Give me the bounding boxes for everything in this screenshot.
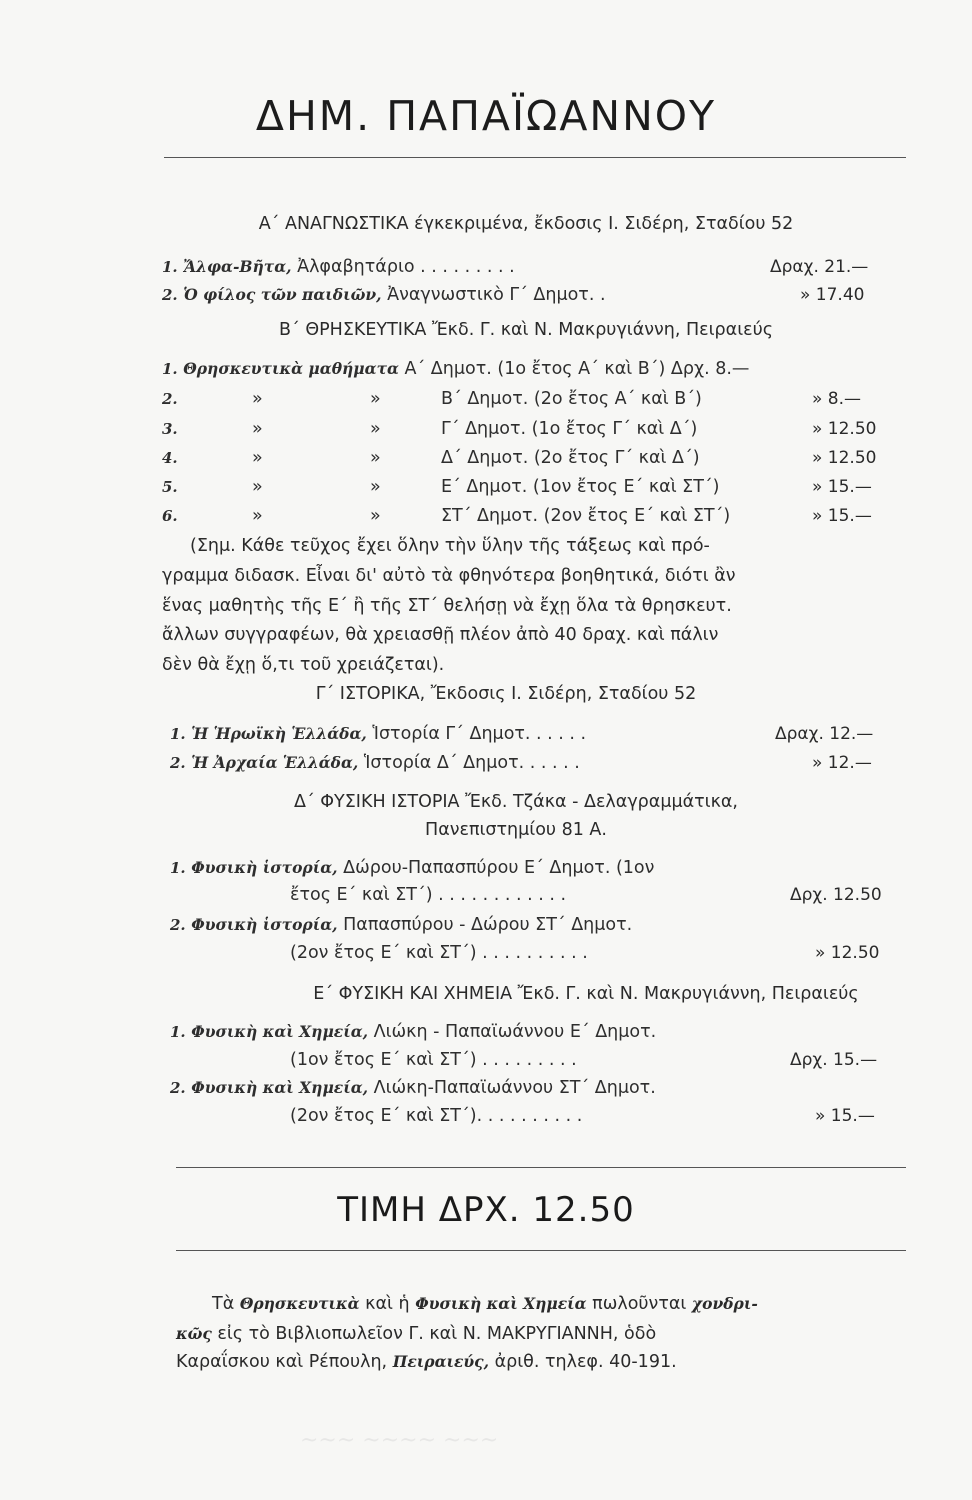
note-line: (Σημ. Κάθε τεῦχος ἔχει ὅλην τὴν ὕλην τῆς τάξεως καὶ πρό- — [190, 536, 710, 556]
section-b-heading: Β΄ ΘΡΗΣΚΕΥΤΙΚΑ Ἔκδ. Γ. καὶ Ν. Μακρυγιάννη, Πειραιεύς — [279, 320, 773, 340]
section-a-heading: Α΄ ΑΝΑΓΝΩΣΤΙΚΑ έγκεκριμένα, ἔκδοσις Ι. Σιδέρη, Σταδίου 52 — [258, 214, 794, 234]
list-item: 2. — [162, 390, 178, 408]
footer-line: Καραΐσκου καὶ Ρέπουλη, Πειραιεύς, ἀριθ. τηλεφ. 40-191. — [176, 1352, 677, 1372]
list-item: 1. Θρησκευτικὰ μαθήματα Α΄ Δημοτ. (1ο ἔτος Α΄ καὶ Β΄) Δρχ. 8.— — [162, 359, 750, 379]
ditto: » — [252, 419, 263, 439]
item-text: ΣΤ΄ Δημοτ. (2ον ἔτος Ε΄ καὶ ΣΤ΄) — [441, 506, 731, 526]
list-item: 1. Φυσικὴ καὶ Χημεία, Λιώκη - Παπαϊωάννου Ε΄ Δημοτ. — [170, 1022, 657, 1042]
ditto: » — [370, 506, 381, 526]
price: » 15.— — [812, 506, 872, 526]
section-d-heading: Δ΄ ΦΥΣΙΚΗ ΙΣΤΟΡΙΑ Ἔκδ. Τζάκα - Δελαγραμμάτικα, — [294, 792, 738, 812]
list-item: 1. Ἄλφα-Βῆτα, Ἀλφαβητάριο . . . . . . . . . — [162, 257, 515, 277]
list-item: 5. — [162, 478, 178, 496]
price-rule-top — [176, 1167, 906, 1168]
list-item: 2. Ἡ Ἀρχαία Ἑλλάδα, Ἱστορία Δ΄ Δημοτ. . . . . . — [170, 753, 580, 773]
price: » 12.50 — [812, 448, 877, 468]
list-item: 2. Φυσικὴ ἱστορία, Παπασπύρου - Δώρου ΣΤ΄ Δημοτ. — [170, 915, 633, 935]
list-item: 4. — [162, 449, 178, 467]
price: Δραχ. 12.— — [775, 724, 874, 744]
price-rule-bottom — [176, 1250, 906, 1251]
note-line: γραμμα διδασκ. Εἶναι δι' αὐτὸ τὰ φθηνότερα βοηθητικά, διότι ἂν — [162, 566, 736, 586]
item-text: Ε΄ Δημοτ. (1ον ἔτος Ε΄ καὶ ΣΤ΄) — [441, 477, 720, 497]
price: » 12.50 — [815, 943, 880, 963]
item-text: Δ΄ Δημοτ. (2ο ἔτος Γ΄ καὶ Δ΄) — [441, 448, 700, 468]
price: » 12.— — [812, 753, 872, 773]
price: » 8.— — [812, 389, 862, 409]
section-d-subheading: Πανεπιστημίου 81 Α. — [425, 820, 607, 840]
top-rule — [164, 157, 906, 158]
section-e-heading: Ε΄ ΦΥΣΙΚΗ ΚΑΙ ΧΗΜΕΙΑ Ἔκδ. Γ. καὶ Ν. Μακρυγιάννη, Πειραιεύς — [313, 984, 859, 1004]
footer-line: κῶς εἰς τὸ Βιβλιοπωλεῖον Γ. καὶ Ν. ΜΑΚΡΥΓΙΑΝΝΗ, ὁδὸ — [176, 1324, 657, 1344]
list-item-cont: (2ον ἔτος Ε΄ καὶ ΣΤ΄) . . . . . . . . . . — [290, 943, 588, 963]
list-item: 2. Φυσικὴ καὶ Χημεία, Λιώκη-Παπαϊωάννου ΣΤ΄ Δημοτ. — [170, 1078, 656, 1098]
item-text: Β΄ Δημοτ. (2ο ἔτος Α΄ καὶ Β΄) — [441, 389, 702, 409]
price: Δρχ. 12.50 — [790, 885, 882, 905]
list-item-cont: (1ον ἔτος Ε΄ καὶ ΣΤ΄) . . . . . . . . . — [290, 1050, 577, 1070]
price-banner: ΤΙΜΗ ΔΡΧ. 12.50 — [337, 1190, 635, 1230]
price: » 17.40 — [800, 285, 865, 305]
item-text: Γ΄ Δημοτ. (1ο ἔτος Γ΄ καὶ Δ΄) — [441, 419, 698, 439]
section-c-heading: Γ΄ ΙΣΤΟΡΙΚΑ, Ἔκδοσις Ι. Σιδέρη, Σταδίου 52 — [315, 684, 697, 704]
price: » 15.— — [812, 477, 872, 497]
list-item: 1. Ἡ Ἡρωϊκὴ Ἑλλάδα, Ἱστορία Γ΄ Δημοτ. . . . . . — [170, 724, 587, 744]
footer-line: Τὰ Θρησκευτικὰ καὶ ἡ Φυσικὴ καὶ Χημεία πωλοῦνται χονδρι- — [212, 1294, 758, 1314]
list-item: 2. Ὁ φίλος τῶν παιδιῶν, Ἀναγνωστικὸ Γ΄ Δημοτ. . — [162, 285, 606, 305]
page-title: ΔΗΜ. ΠΑΠΑΪΩΑΝΝΟΥ — [255, 92, 717, 140]
price: » 15.— — [815, 1106, 875, 1126]
faded-ink-mark: ~~~ ~~~~ ~~~ — [300, 1428, 499, 1453]
ditto: » — [252, 477, 263, 497]
note-line: ἄλλων συγγραφέων, θὰ χρειασθῇ πλέον ἀπὸ 40 δραχ. καὶ πάλιν — [162, 625, 719, 645]
ditto: » — [370, 448, 381, 468]
note-line: δὲν θὰ ἔχῃ ὅ,τι τοῦ χρειάζεται). — [162, 655, 445, 675]
price: Δραχ. 21.— — [770, 257, 869, 277]
ditto: » — [252, 448, 263, 468]
ditto: » — [370, 389, 381, 409]
ditto: » — [252, 506, 263, 526]
price: Δρχ. 15.— — [790, 1050, 878, 1070]
price: » 12.50 — [812, 419, 877, 439]
note-line: ἕνας μαθητὴς τῆς Ε΄ ἢ τῆς ΣΤ΄ θελήσῃ νὰ ἔχῃ ὅλα τὰ θρησκευτ. — [162, 596, 732, 616]
ditto: » — [370, 477, 381, 497]
list-item: 6. — [162, 507, 178, 525]
ditto: » — [370, 419, 381, 439]
list-item: 1. Φυσικὴ ἱστορία, Δώρου-Παπασπύρου Ε΄ Δημοτ. (1ον — [170, 858, 655, 878]
list-item-cont: ἔτος Ε΄ καὶ ΣΤ΄) . . . . . . . . . . . . — [290, 885, 567, 905]
list-item-cont: (2ον ἔτος Ε΄ καὶ ΣΤ΄). . . . . . . . . . — [290, 1106, 583, 1126]
list-item: 3. — [162, 420, 178, 438]
ditto: » — [252, 389, 263, 409]
